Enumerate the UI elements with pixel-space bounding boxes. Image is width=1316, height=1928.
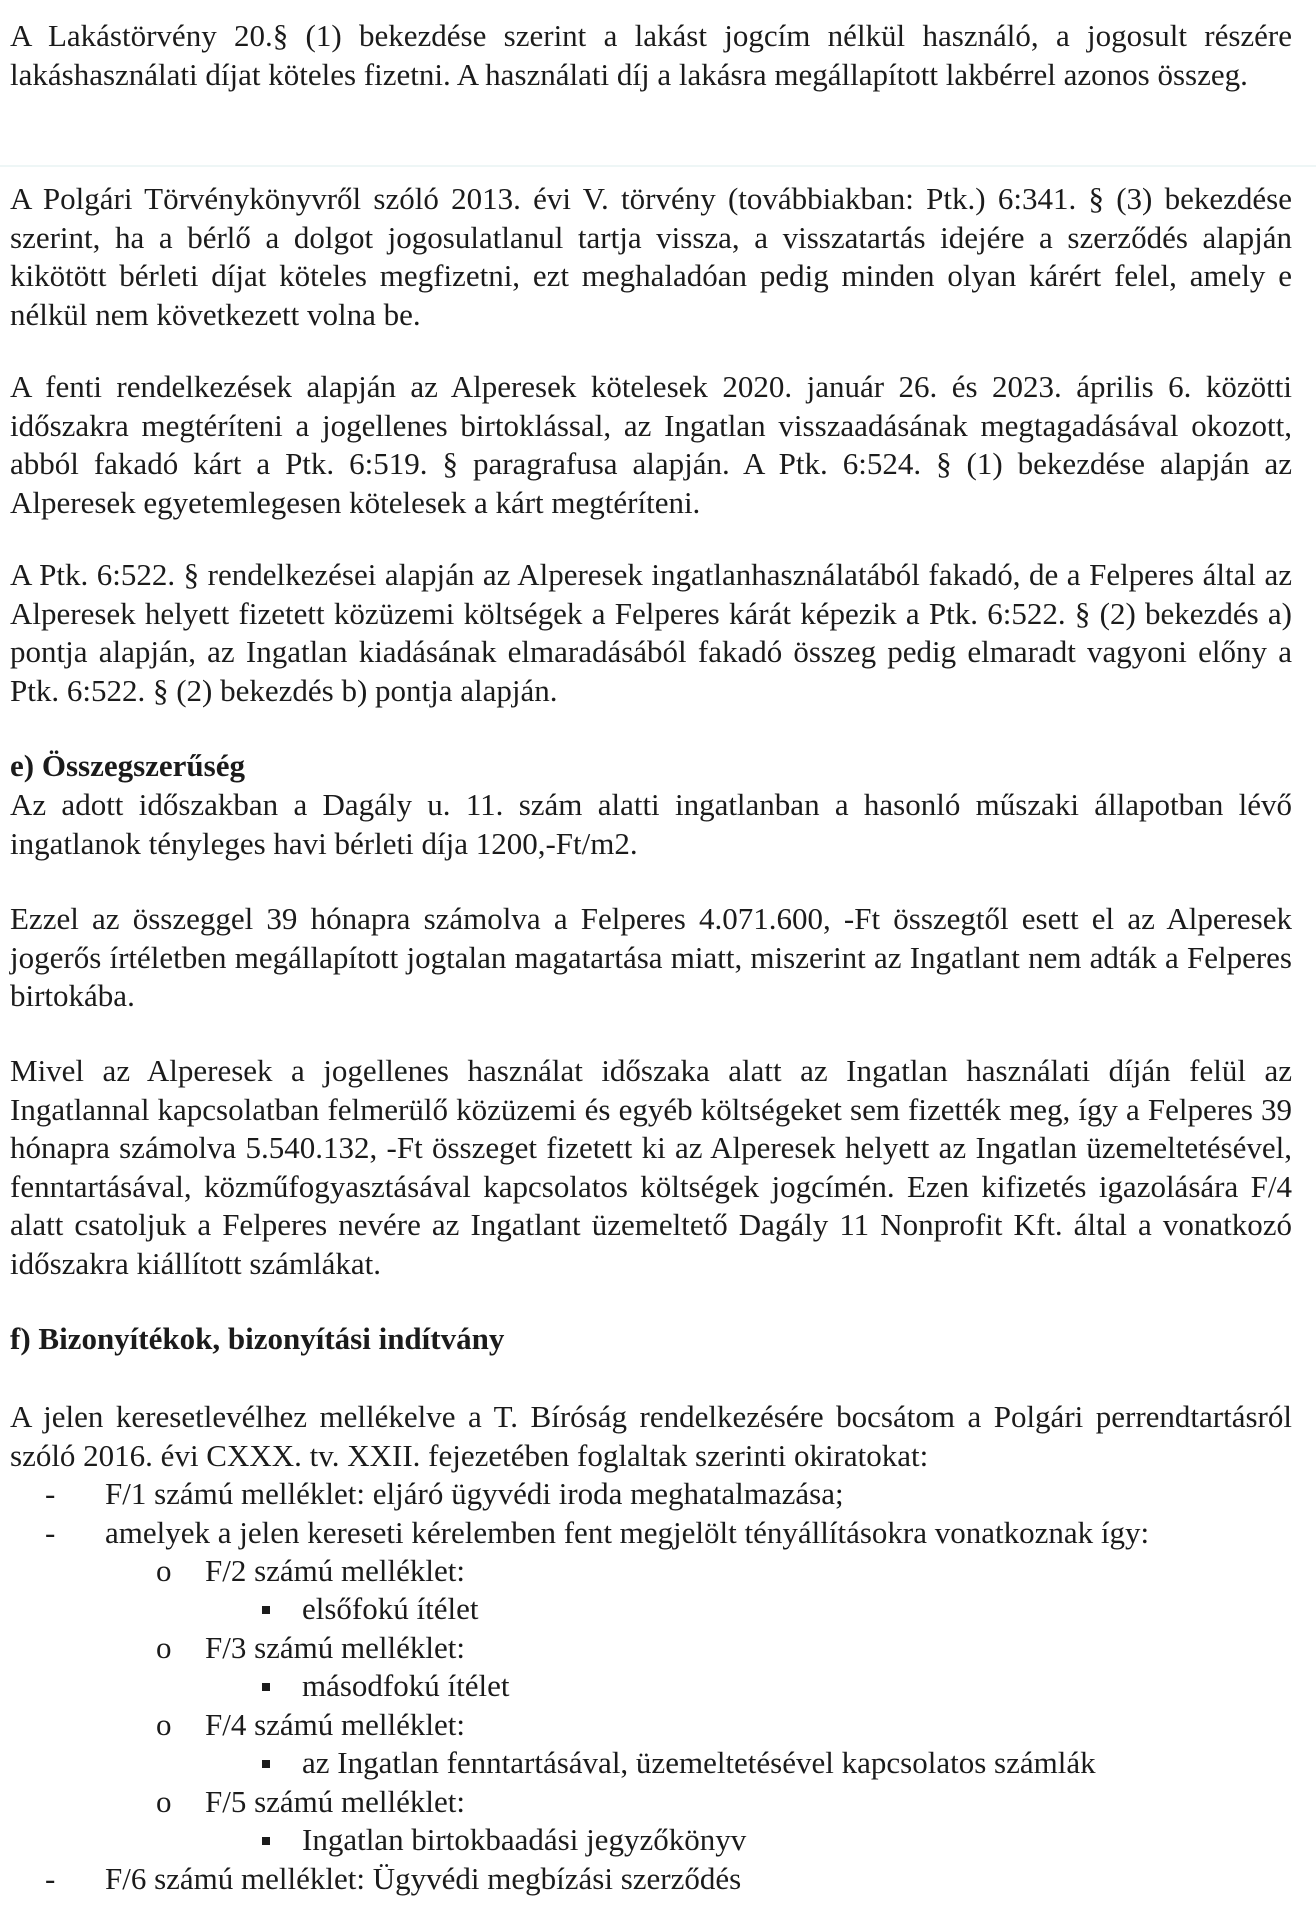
paragraph-lakastorveny: A Lakástörvény 20.§ (1) bekezdése szerint a lakást jogcím nélkül használó, a jogosult részére lakáshasználati díjat köteles fizetni. A használati díj a lakásra megállapított lakbérrel azonos összeg. — [10, 18, 1292, 92]
scan-artifact-line — [0, 165, 1316, 167]
dash-bullet: - — [45, 1476, 56, 1511]
square-bullet-icon — [262, 1760, 270, 1768]
circle-bullet: o — [156, 1784, 172, 1819]
sub-list-item-text: F/5 számú melléklet: — [205, 1784, 466, 1819]
square-bullet-icon — [262, 1683, 270, 1691]
paragraph-elmaradt-osszeg: Ezzel az összeggel 39 hónapra számolva a Felperes 4.071.600, -Ft összegtől esett el az Alperesek jogerős írtéletben megállapított jogtalan magatartása miatt, miszerint az Ingatlant nem adták a Felperes birtokába. — [10, 901, 1292, 1013]
square-bullet-icon — [262, 1837, 270, 1845]
heading-osszegszeruseg: e) Összegszerűség — [10, 748, 245, 783]
circle-bullet: o — [156, 1553, 172, 1588]
list-item-text: F/6 számú melléklet: Ügyvédi megbízási szerződés — [105, 1861, 742, 1896]
paragraph-kartérites: A fenti rendelkezések alapján az Alperesek kötelesek 2020. január 26. és 2023. április 6. közötti időszakra megtéríteni a jogellenes birtoklással, az Ingatlan visszaadásának megtagadásával okozott, abból fakadó kárt a Ptk. 6:519. § paragrafusa alapján. A Ptk. 6:524. § (1) bekezdése alapján az Alperesek egyetemlegesen kötelesek a kárt megtéríteni. — [10, 369, 1292, 520]
sub-sub-list-item-text: elsőfokú ítélet — [302, 1591, 479, 1626]
sub-list-item-text: F/3 számú melléklet: — [205, 1630, 466, 1665]
paragraph-berleti-dij: Az adott időszakban a Dagály u. 11. szám alatti ingatlanban a hasonló műszaki állapotban lévő ingatlanok tényleges havi bérleti díja 1200,-Ft/m2. — [10, 787, 1292, 861]
sub-sub-list-item-text: az Ingatlan fenntartásával, üzemeltetésével kapcsolatos számlák — [302, 1745, 1096, 1780]
circle-bullet: o — [156, 1630, 172, 1665]
paragraph-kozuzemi-koltsegek: Mivel az Alperesek a jogellenes használat időszaka alatt az Ingatlan használati díján felül az Ingatlannal kapcsolatban felmerülő közüzemi és egyéb költségeket sem fizették meg, így a Felperes 39 hónapra számolva 5.540.132, -Ft összeget fizetett ki az Alperesek helyett az Ingatlan üzemeltetésével, fenntartásával, közműfogyasztásával kapcsolatos költségek jogcímén. Ezen kifizetés igazolására F/4 alatt csatoljuk a Felperes nevére az Ingatlant üzemeltető Dagály 11 Nonprofit Kft. által a vonatkozó időszakra kiállított számlákat. — [10, 1053, 1292, 1281]
dash-bullet: - — [45, 1861, 56, 1896]
dash-bullet: - — [45, 1515, 56, 1550]
list-item-text: F/1 számú melléklet: eljáró ügyvédi iroda meghatalmazása; — [105, 1476, 844, 1511]
sub-list-item-text: F/4 számú melléklet: — [205, 1707, 466, 1742]
sub-sub-list-item-text: másodfokú ítélet — [302, 1668, 510, 1703]
square-bullet-icon — [262, 1606, 270, 1614]
paragraph-ptk-6-522: A Ptk. 6:522. § rendelkezései alapján az Alperesek ingatlanhasználatából fakadó, de a Felperes által az Alperesek helyett fizetett közüzemi költségek a Felperes kárát képezik a Ptk. 6:522. § (2) bekezdés a) pontja alapján, az Ingatlan kiadásának elmaradásából fakadó összeg pedig elmaradt vagyoni előny a Ptk. 6:522. § (2) bekezdés b) pontja alapján. — [10, 557, 1292, 708]
sub-sub-list-item-text: Ingatlan birtokbaadási jegyzőkönyv — [302, 1822, 747, 1857]
sub-list-item-text: F/2 számú melléklet: — [205, 1553, 466, 1588]
list-item-text: amelyek a jelen kereseti kérelemben fent megjelölt tényállításokra vonatkoznak így: — [105, 1515, 1150, 1550]
paragraph-mellekletek-intro: A jelen keresetlevélhez mellékelve a T. Bíróság rendelkezésére bocsátom a Polgári perrendtartásról szóló 2016. évi CXXX. tv. XXII. fejezetében foglaltak szerinti okiratokat: — [10, 1399, 1292, 1473]
heading-bizonyitekok: f) Bizonyítékok, bizonyítási indítvány — [10, 1321, 505, 1356]
circle-bullet: o — [156, 1707, 172, 1742]
paragraph-ptk-6-341: A Polgári Törvénykönyvről szóló 2013. évi V. törvény (továbbiakban: Ptk.) 6:341. § (3) bekezdése szerint, ha a bérlő a dolgot jogosulatlanul tartja vissza, a visszatartás idejére a szerződés alapján kikötött bérleti díjat köteles megfizetni, ezt meghaladóan pedig minden olyan kárért felel, amely e nélkül nem következett volna be. — [10, 181, 1292, 332]
